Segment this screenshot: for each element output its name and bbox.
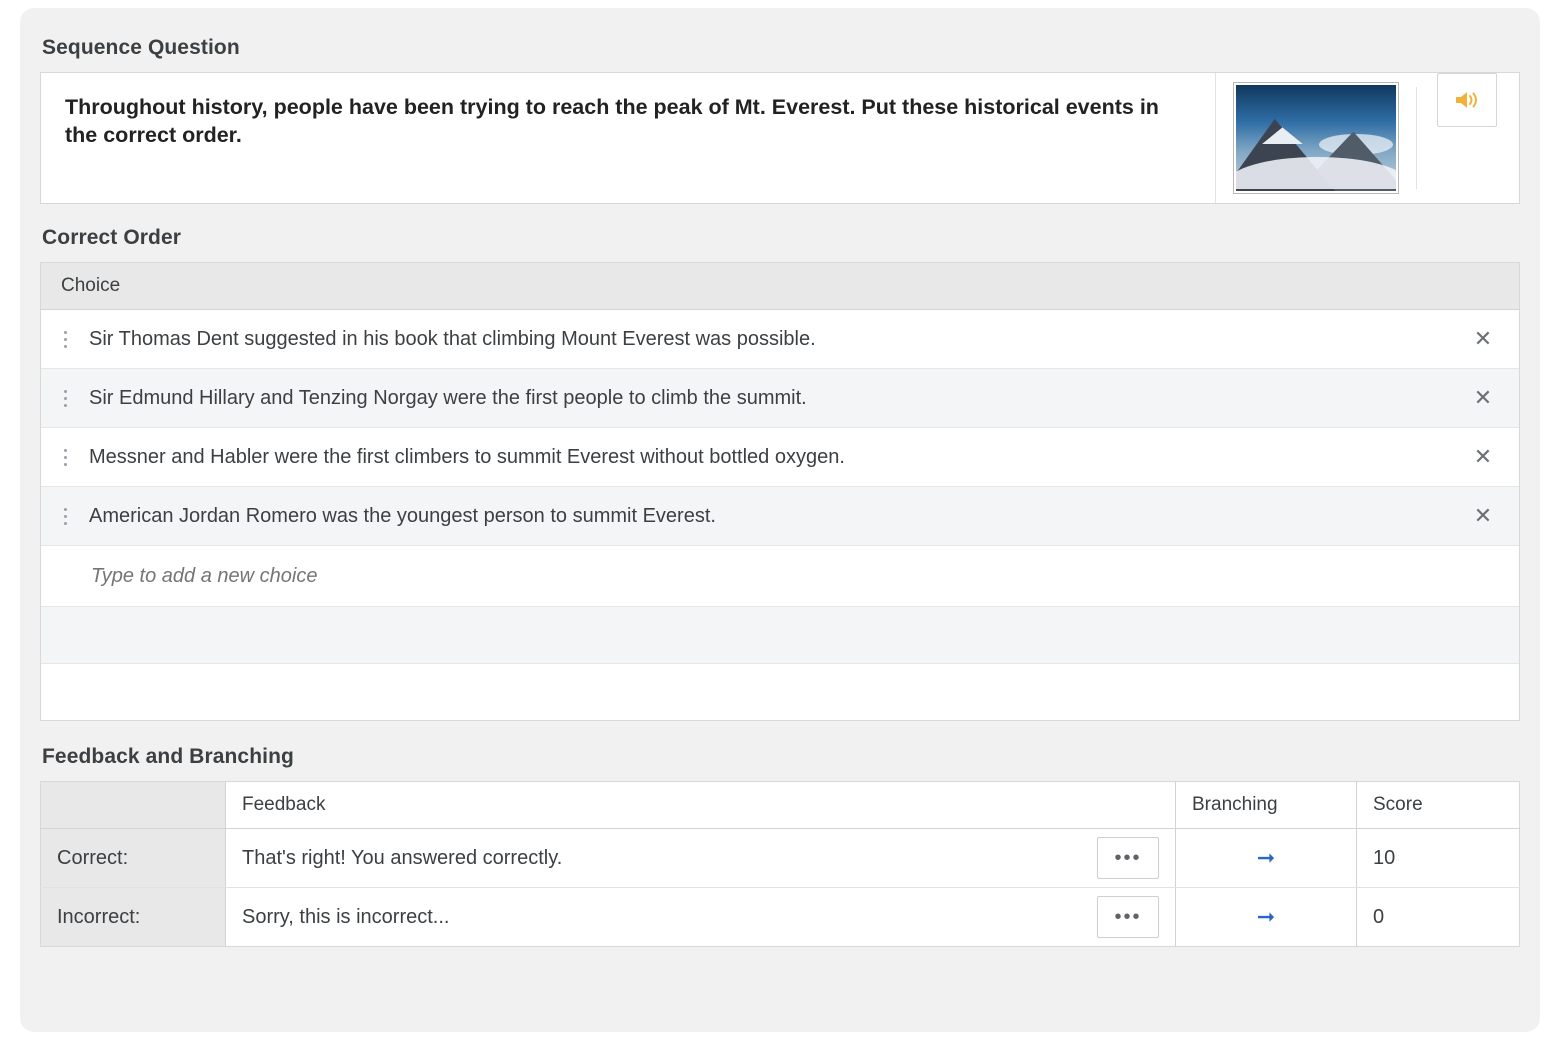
incorrect-feedback-more-button[interactable]: •••	[1097, 896, 1159, 938]
table-row[interactable]	[41, 487, 1519, 546]
speaker-icon	[1454, 89, 1480, 111]
empty-row	[41, 664, 1519, 720]
correct-feedback-cell[interactable]	[226, 829, 1176, 888]
close-icon[interactable]: ✕	[1473, 385, 1493, 410]
correct-score[interactable]: 10	[1357, 829, 1520, 888]
incorrect-branching-cell[interactable]	[1176, 888, 1357, 947]
choices-column-header: Choice	[41, 263, 1519, 310]
branching-header: Branching	[1176, 782, 1357, 829]
question-panel	[40, 72, 1520, 204]
choices-panel	[40, 262, 1520, 721]
blank-header	[41, 782, 226, 829]
correct-order-title: Correct Order	[42, 226, 182, 249]
close-icon[interactable]: ✕	[1473, 444, 1493, 469]
table-row[interactable]	[41, 428, 1519, 487]
feedback-header: Feedback	[226, 782, 1176, 829]
drag-handle-icon[interactable]	[41, 449, 89, 466]
everest-thumbnail[interactable]	[1233, 82, 1399, 194]
choice-text[interactable]: Sir Thomas Dent suggested in his book that climbing Mount Everest was possible.	[89, 328, 816, 350]
correct-feedback-more-button[interactable]: •••	[1097, 837, 1159, 879]
question-text[interactable]: Throughout history, people have been trying to reach the peak of Mt. Everest. Put these historical events in the correct order.	[65, 95, 1159, 148]
correct-label: Correct:	[41, 829, 226, 888]
table-row	[41, 829, 1520, 888]
feedback-branching-title: Feedback and Branching	[42, 745, 294, 768]
feedback-table-header-row	[41, 782, 1520, 829]
cloud-bank-shape	[1236, 157, 1396, 189]
new-choice-input[interactable]	[89, 564, 1380, 589]
score-header: Score	[1357, 782, 1520, 829]
choice-text[interactable]: Sir Edmund Hillary and Tenzing Norgay were the first people to climb the summit.	[89, 387, 807, 409]
choice-text[interactable]: Messner and Habler were the first climbers to summit Everest without bottled oxygen.	[89, 446, 845, 468]
sequence-question-title: Sequence Question	[42, 36, 240, 59]
table-row[interactable]	[41, 369, 1519, 428]
audio-button[interactable]	[1437, 73, 1497, 127]
incorrect-label: Incorrect:	[41, 888, 226, 947]
close-icon[interactable]: ✕	[1473, 503, 1493, 528]
incorrect-score[interactable]: 0	[1373, 905, 1385, 928]
drag-handle-icon[interactable]	[41, 390, 89, 407]
incorrect-feedback-text[interactable]: Sorry, this is incorrect...	[242, 905, 450, 928]
table-row	[41, 888, 1520, 947]
correct-branching-cell[interactable]	[1176, 829, 1357, 888]
drag-handle-icon[interactable]	[41, 331, 89, 348]
thumbnail-image	[1236, 85, 1396, 191]
arrow-right-icon[interactable]: ➞	[1256, 904, 1276, 929]
feedback-table	[40, 781, 1520, 947]
table-row[interactable]	[41, 310, 1519, 369]
drag-handle-icon[interactable]	[41, 508, 89, 525]
question-image-container[interactable]	[1215, 73, 1416, 203]
arrow-right-icon[interactable]: ➞	[1256, 845, 1276, 870]
choice-text[interactable]: American Jordan Romero was the youngest person to summit Everest.	[89, 505, 716, 527]
incorrect-feedback-cell[interactable]	[226, 888, 1176, 947]
editor-panel	[20, 8, 1540, 1032]
empty-row	[41, 607, 1519, 664]
divider	[1416, 87, 1417, 189]
new-choice-row[interactable]	[41, 546, 1519, 607]
close-icon[interactable]: ✕	[1473, 326, 1493, 351]
correct-feedback-text[interactable]: That's right! You answered correctly.	[242, 846, 563, 869]
